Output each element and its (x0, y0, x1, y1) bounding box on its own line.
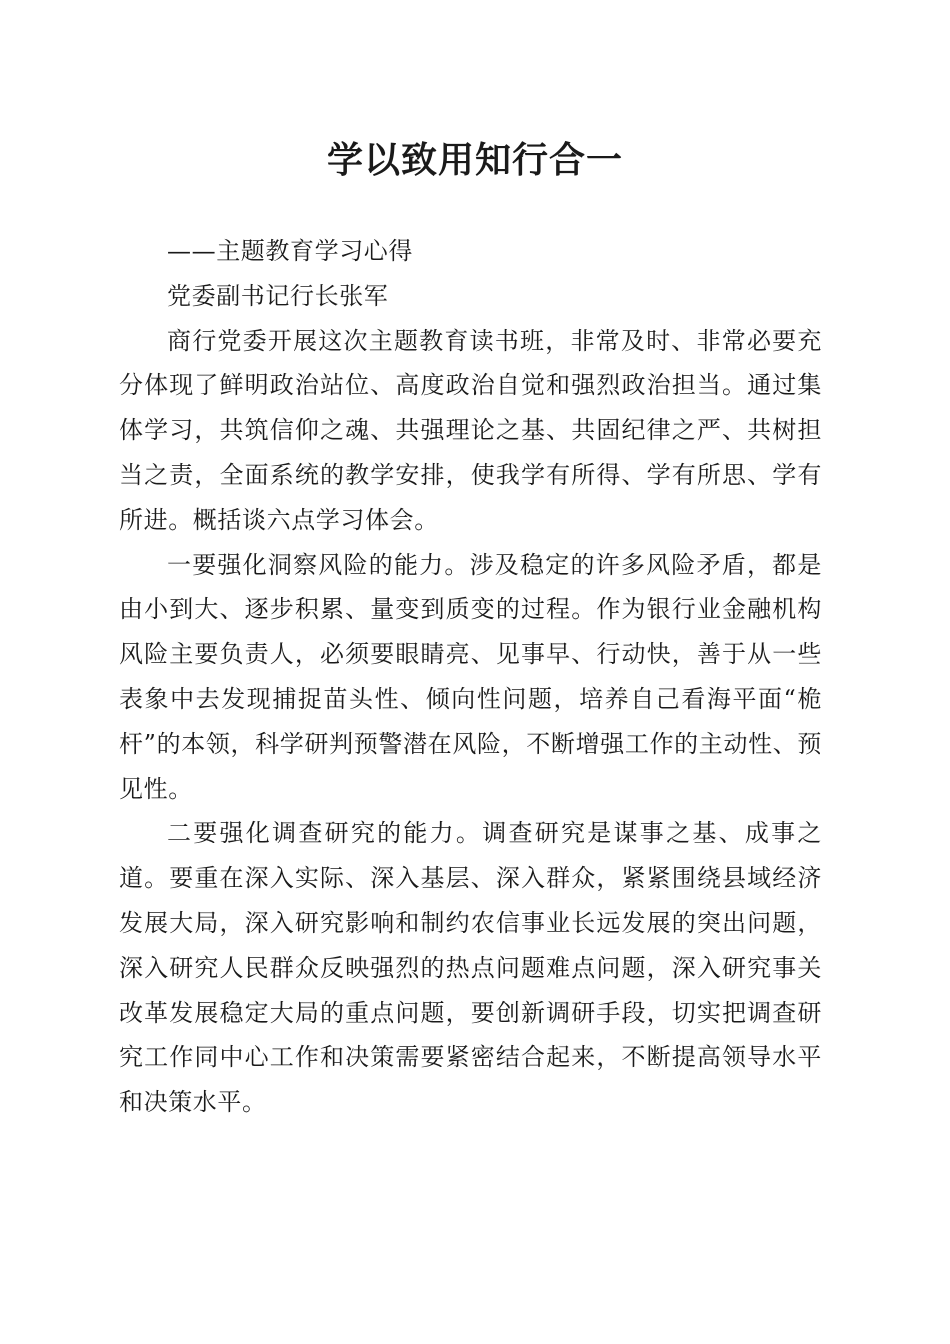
document-title: 学以致用知行合一 (326, 139, 623, 181)
paragraph-point-two: 二要强化调查研究的能力。调查研究是谋事之基、成事之道。要重在深入实际、深入基层、深入群众，紧紧围绕县域经济发展大局，深入研究影响和制约农信事业长远发展的突出问题，深入研究人民群众反映强烈的热点问题难点问题，深入研究事关改革发展稳定大局的重点问题，要创新调研手段，切实把调查研究工作同中心工作和决策需要紧密结合起来，不断提高领导水平和决策水平。 (119, 819, 822, 1117)
document-subtitle: ——主题教育学习心得 (167, 237, 413, 265)
author-line: 党委副书记行长张军 (167, 281, 389, 310)
paragraph-point-one: 一要强化洞察风险的能力。涉及稳定的许多风险矛盾，都是由小到大、逐步积累、量变到质变的过程。作为银行业金融机构风险主要负责人，必须要眼睛亮、见事早、行动快，善于从一些表象中去发现捕捉苗头性、倾向性问题，培养自己看海平面“桅杆”的本领，科学研判预警潜在风险，不断增强工作的主动性、预见性。 (119, 550, 822, 803)
paragraph-intro: 商行党委开展这次主题教育读书班，非常及时、非常必要充分体现了鲜明政治站位、高度政治自觉和强烈政治担当。通过集体学习，共筑信仰之魂、共强理论之基、共固纪律之严、共树担当之责，全面系统的教学安排，使我学有所得、学有所思、学有所进。概括谈六点学习体会。 (119, 326, 822, 534)
document-body (119, 229, 822, 1125)
